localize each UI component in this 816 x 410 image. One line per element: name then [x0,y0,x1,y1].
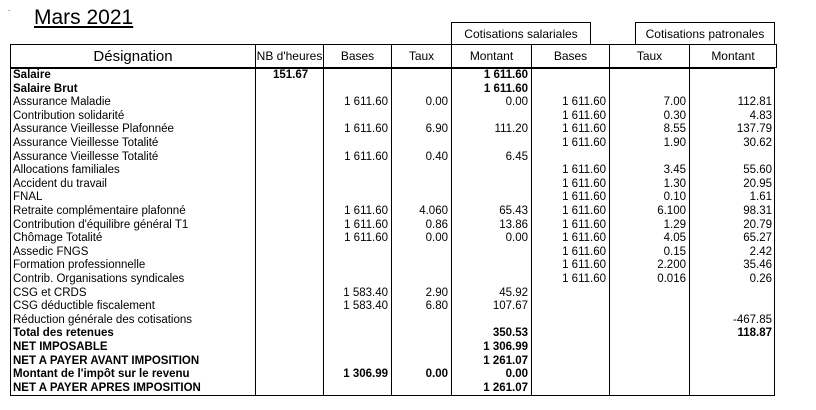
cell-base-salariale [323,341,391,355]
cell-montant-patronal: -467.85 [732,313,772,326]
cell-montant-salarial: 350.53 [492,327,528,340]
cell-nb-heures [255,341,323,355]
cell-montant-salarial [451,314,531,328]
cell-taux-salarial: 0.00 [425,96,448,109]
cell-designation: Chômage Totalité [13,232,103,245]
cell-taux-patronal: 0.10 [663,191,686,204]
cell-nb-heures [255,96,323,110]
cell-nb-heures [255,164,323,178]
cell-base-salariale [323,355,391,369]
cell-base-salariale [323,69,391,83]
cell-base-salariale: 1 306.99 [343,368,388,381]
corner-dot: . [8,4,11,13]
cell-taux-patronal: 2.200 [657,259,686,272]
cell-designation: Salaire Brut [13,82,78,95]
cell-montant-salarial: 0.00 [505,368,528,381]
cell-nb-heures [255,123,323,137]
cell-taux-patronal [609,327,689,341]
cell-montant-patronal: 4.83 [749,109,772,122]
cell-montant-patronal: 65.27 [743,232,772,245]
header-montant-patronales: Montant [711,49,755,63]
cell-montant-patronal: 35.46 [743,259,772,272]
cell-base-salariale: 1 611.60 [344,96,388,109]
cell-taux-salarial [391,314,451,328]
cell-nb-heures [255,246,323,260]
table-row [10,178,775,192]
cell-base-patronale: 1 611.60 [562,191,606,204]
cell-montant-patronal [689,355,775,369]
cell-designation: Allocations familiales [13,164,120,177]
cell-montant-patronal: 112.81 [737,96,772,109]
cell-montant-patronal [689,83,775,97]
cell-base-salariale [323,191,391,205]
cell-designation: Assurance Vieillesse Totalité [13,137,159,149]
cell-base-patronale [531,287,609,301]
table-row [10,382,775,396]
cell-nb-heures [255,151,323,165]
cell-base-salariale [323,327,391,341]
cell-designation: Formation professionnelle [13,259,146,272]
cell-base-patronale [531,341,609,355]
table-row [10,137,775,151]
group-header-salariales: Cotisations salariales [451,22,591,44]
cell-taux-salarial [391,355,451,369]
cell-nb-heures [255,368,323,382]
page-title: Mars 2021 [34,6,134,29]
cell-nb-heures [255,314,323,328]
cell-taux-salarial [391,110,451,124]
cell-base-salariale [323,382,391,396]
cell-nb-heures [255,232,323,246]
cell-taux-patronal [609,355,689,369]
cell-montant-salarial: 0.00 [505,96,528,109]
cell-taux-patronal: 0.016 [657,273,686,285]
cell-base-patronale: 1 611.60 [562,123,606,136]
cell-designation: FNAL [13,191,43,204]
group-header-patronales: Cotisations patronales [635,22,775,44]
cell-montant-salarial [451,137,531,151]
cell-designation: Retraite complémentaire plafonné [13,205,186,217]
cell-base-salariale: 1 583.40 [343,286,388,299]
table-row [10,341,775,355]
table-row [10,205,775,219]
cell-nb-heures [255,83,323,97]
cell-designation: Assedic FNGS [13,245,89,258]
cell-designation: NET A PAYER APRES IMPOSITION [13,381,201,394]
cell-taux-patronal [609,69,689,83]
cell-designation: Assurance Vieillesse Totalité [13,150,159,163]
header-montant-salariales: Montant [452,45,532,67]
cell-montant-salarial: 1 611.60 [483,69,528,81]
cell-base-patronale [531,382,609,396]
table-row [10,355,775,369]
cell-base-salariale [323,110,391,124]
cell-nb-heures [255,178,323,192]
cell-base-patronale [531,69,609,83]
cell-base-patronale: 1 611.60 [562,259,606,272]
table-row [10,246,775,260]
cell-taux-patronal [609,314,689,328]
cell-montant-patronal [689,287,775,301]
cell-taux-salarial [391,164,451,178]
cell-taux-salarial: 0.00 [425,368,448,381]
cell-taux-salarial: 6.80 [425,300,448,313]
cell-taux-patronal: 1.90 [663,137,686,149]
cell-montant-salarial: 1 306.99 [483,341,528,353]
cell-taux-patronal [609,368,689,382]
cell-montant-salarial: 1 261.07 [483,354,528,367]
table-row [10,232,775,246]
cell-montant-patronal: 137.79 [736,123,772,136]
header-designation: Désignation [11,45,256,67]
cell-nb-heures [255,137,323,151]
cell-montant-patronal [689,341,775,355]
cell-taux-salarial [391,69,451,83]
cell-taux-salarial [391,246,451,260]
cell-nb-heures [255,287,323,301]
table-row [10,300,775,314]
cell-nb-heures [255,259,323,273]
cell-montant-patronal: 0.26 [749,273,772,285]
cell-taux-salarial [391,273,451,287]
cell-taux-patronal: 8.55 [663,123,686,136]
cell-designation: Assurance Maladie [13,96,111,109]
cell-montant-salarial [451,178,531,192]
cell-base-salariale: 1 611.60 [344,218,388,231]
cell-base-salariale [323,246,391,260]
cell-montant-salarial: 13.86 [499,218,528,231]
cell-base-salariale [323,314,391,328]
cell-base-patronale [531,314,609,328]
cell-nb-heures [255,327,323,341]
cell-taux-patronal [609,83,689,97]
header-bases-patronales: Bases [532,45,610,67]
cell-montant-patronal: 55.60 [743,164,772,177]
cell-montant-salarial: 45.92 [499,286,528,299]
cell-taux-salarial [391,83,451,97]
cell-montant-patronal: 20.79 [743,218,772,231]
header-taux-patronales: Taux [610,45,690,67]
cell-nb-heures [255,273,323,287]
table-row [10,327,775,341]
cell-base-patronale: 1 611.60 [562,232,606,245]
cell-base-patronale: 1 611.60 [562,137,606,149]
table-header [10,44,777,68]
cell-base-patronale: 1 611.60 [562,109,606,122]
cell-base-patronale: 1 611.60 [562,205,606,217]
cell-montant-salarial [451,164,531,178]
cell-base-patronale [531,327,609,341]
cell-base-salariale: 1 611.60 [344,232,388,245]
cell-base-salariale [323,259,391,273]
cell-designation: NET IMPOSABLE [13,341,108,353]
header-nb-heures: NB d'heures [256,45,324,67]
cell-designation: Total des retenues [13,327,114,340]
cell-designation: Contribution solidarité [13,109,125,122]
cell-base-salariale [323,164,391,178]
table-row [10,314,775,328]
table-row [10,219,775,233]
cell-montant-patronal: 2.42 [749,245,772,258]
table-row [10,259,775,273]
cell-base-salariale: 1 611.60 [344,123,388,136]
cell-taux-salarial [391,137,451,151]
cell-base-patronale: 1 611.60 [562,96,606,109]
cell-taux-salarial: 4.060 [419,205,448,217]
cell-base-patronale: 1 611.60 [562,245,606,258]
cell-base-patronale: 1 611.60 [562,164,606,177]
table-row [10,273,775,287]
cell-montant-patronal: 118.87 [737,327,772,340]
cell-montant-patronal: 30.62 [743,137,772,149]
cell-montant-salarial [451,191,531,205]
cell-nb-heures [255,355,323,369]
cell-taux-salarial: 2.90 [425,286,448,299]
cell-taux-salarial [391,259,451,273]
cell-taux-patronal: 4.05 [663,232,686,245]
cell-taux-patronal [609,287,689,301]
cell-montant-patronal [689,368,775,382]
cell-taux-patronal: 1.30 [663,177,686,190]
cell-montant-salarial [451,273,531,287]
table-row [10,151,775,165]
cell-montant-salarial [451,110,531,124]
cell-base-salariale: 1 611.60 [344,150,388,163]
cell-montant-patronal [689,69,775,83]
cell-taux-salarial: 0.40 [425,150,448,163]
table-row [10,368,775,382]
header-bases-salariales: Bases [324,45,392,67]
table-row [10,287,775,301]
cell-taux-salarial [391,327,451,341]
cell-taux-patronal [609,382,689,396]
cell-montant-patronal [689,382,775,396]
cell-taux-salarial [391,191,451,205]
cell-taux-patronal: 0.30 [663,109,686,122]
cell-designation: CSG déductible fiscalement [13,300,155,313]
cell-taux-salarial: 0.86 [425,218,448,231]
cell-base-patronale [531,151,609,165]
cell-montant-salarial [451,246,531,260]
cell-montant-salarial [451,259,531,273]
cell-designation: NET A PAYER AVANT IMPOSITION [13,354,200,367]
cell-nb-heures [255,205,323,219]
cell-montant-salarial: 111.20 [494,123,528,136]
cell-base-salariale: 1 611.60 [344,205,388,217]
table-row [10,191,775,205]
cell-base-patronale: 1 611.60 [562,273,606,285]
cell-base-patronale [531,355,609,369]
cell-taux-patronal: 7.00 [663,96,686,109]
cell-taux-patronal: 0.15 [663,245,686,258]
cell-base-salariale [323,178,391,192]
cell-taux-patronal: 6.100 [657,205,686,217]
cell-taux-patronal [609,341,689,355]
cell-base-salariale [323,137,391,151]
cell-base-patronale [531,300,609,314]
cell-montant-salarial: 107.67 [492,300,528,313]
cell-nb-heures [255,300,323,314]
cell-montant-salarial: 1 611.60 [483,82,528,95]
cell-designation: Salaire [13,69,51,81]
cell-taux-patronal [609,300,689,314]
cell-designation: Contrib. Organisations syndicales [13,273,185,285]
cell-nb-heures [255,191,323,205]
table-row [10,96,775,110]
cell-base-patronale [531,368,609,382]
table-row [10,110,775,124]
cell-montant-patronal: 1.61 [749,191,772,204]
cell-base-patronale [531,83,609,97]
cell-montant-salarial: 1 261.07 [483,381,528,394]
cell-designation: Contribution d'équilibre général T1 [13,218,189,231]
cell-taux-salarial [391,382,451,396]
cell-nb-heures [255,219,323,233]
cell-montant-salarial: 6.45 [505,150,528,163]
cell-montant-patronal: 98.31 [743,205,772,217]
cell-nb-heures [255,382,323,396]
table-row [10,123,775,137]
cell-designation: Réduction générale des cotisations [13,313,193,326]
cell-base-patronale: 1 611.60 [562,218,606,231]
cell-base-salariale [323,83,391,97]
cell-taux-salarial [391,341,451,355]
cell-taux-patronal: 3.45 [663,164,686,177]
cell-base-salariale [323,273,391,287]
table-row [10,83,775,97]
cell-montant-salarial: 0.00 [505,232,528,245]
cell-nb-heures [255,110,323,124]
cell-taux-patronal [609,151,689,165]
header-taux-salariales: Taux [392,45,452,67]
cell-taux-salarial: 0.00 [425,232,448,245]
cell-taux-salarial [391,178,451,192]
cell-designation: Assurance Vieillesse Plafonnée [13,123,174,136]
table-row [10,164,775,178]
cell-montant-salarial: 65.43 [499,205,528,217]
cell-designation: Accident du travail [13,177,107,190]
cell-montant-patronal [689,151,775,165]
cell-nb-heures: 151.67 [273,69,309,81]
cell-taux-patronal: 1.29 [663,218,686,231]
cell-base-patronale: 1 611.60 [562,177,606,190]
cell-montant-patronal [689,300,775,314]
cell-taux-salarial: 6.90 [425,123,448,136]
cell-montant-patronal: 20.95 [743,177,772,190]
table-row [10,69,775,83]
cell-designation: CSG et CRDS [13,286,87,299]
cell-designation: Montant de l'impôt sur le revenu [13,368,190,381]
cell-base-salariale: 1 583.40 [343,300,388,313]
